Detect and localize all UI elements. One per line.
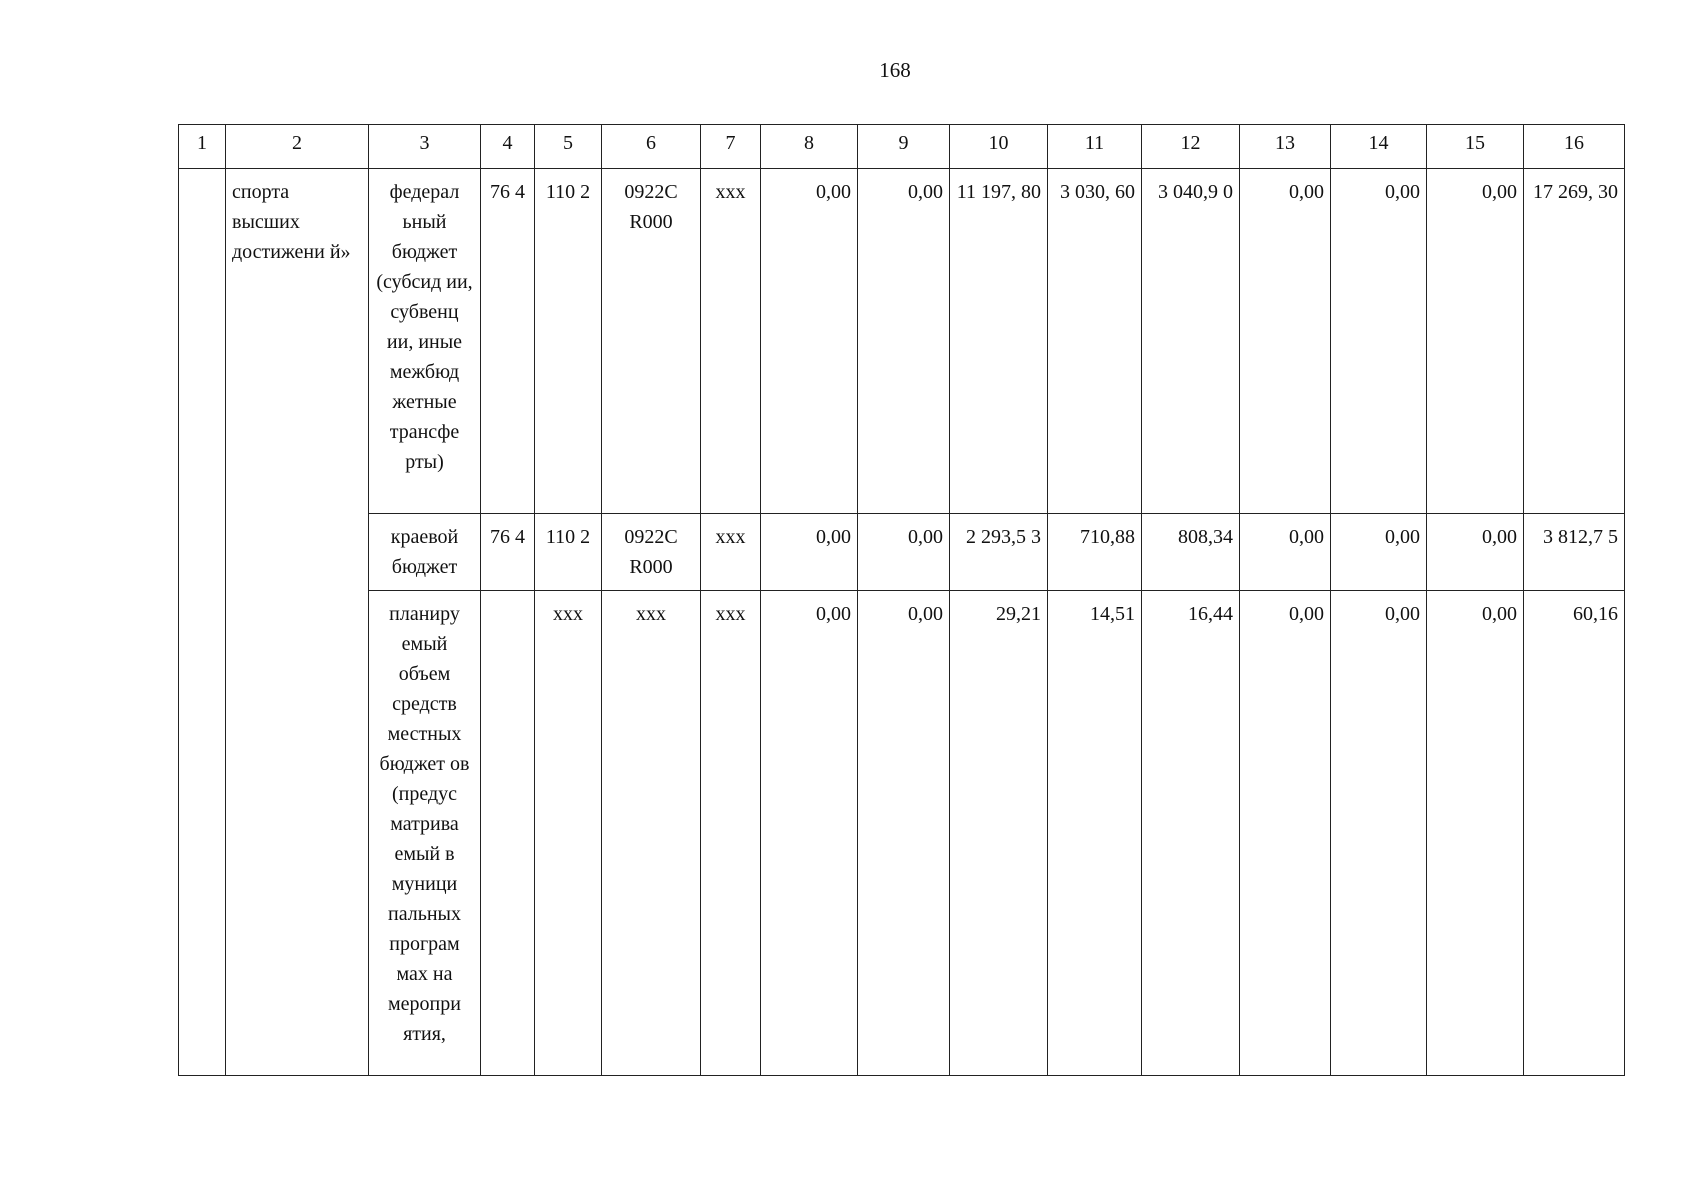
row-number-cell [179,169,226,1076]
value-cell: 0,00 [761,514,858,591]
value-cell: 0,00 [1427,514,1524,591]
value-cell: 14,51 [1048,591,1142,1076]
grbs-cell: 76 4 [481,169,535,514]
csr-cell: xxx [602,591,701,1076]
value-cell: 0,00 [1240,514,1331,591]
vr-cell: xxx [701,591,761,1076]
rzpr-cell: 110 2 [535,169,602,514]
grbs-cell [481,591,535,1076]
value-cell: 2 293,5 3 [950,514,1048,591]
value-cell: 0,00 [761,591,858,1076]
value-cell: 808,34 [1142,514,1240,591]
rzpr-cell: xxx [535,591,602,1076]
rzpr-cell: 110 2 [535,514,602,591]
header-cell: 10 [950,125,1048,169]
value-cell: 0,00 [1331,514,1427,591]
vr-cell: xxx [701,514,761,591]
budget-table [178,124,1625,1076]
csr-cell: 0922C R000 [602,514,701,591]
header-cell: 16 [1524,125,1625,169]
value-cell: 0,00 [1331,591,1427,1076]
value-cell: 710,88 [1048,514,1142,591]
header-cell: 5 [535,125,602,169]
total-cell: 60,16 [1524,591,1625,1076]
vr-cell: xxx [701,169,761,514]
total-cell: 3 812,7 5 [1524,514,1625,591]
header-cell: 12 [1142,125,1240,169]
value-cell: 16,44 [1142,591,1240,1076]
value-cell: 0,00 [1427,169,1524,514]
value-cell: 0,00 [1331,169,1427,514]
value-cell: 29,21 [950,591,1048,1076]
funding-source-cell: федерал ьный бюджет (субсид ии, субвенц ии, иные межбюд жетные трансфе рты) [369,169,481,514]
value-cell: 0,00 [858,591,950,1076]
header-cell: 11 [1048,125,1142,169]
funding-source-cell: краевой бюджет [369,514,481,591]
value-cell: 3 040,9 0 [1142,169,1240,514]
table-row [179,514,1625,591]
header-cell: 2 [226,125,369,169]
header-cell: 14 [1331,125,1427,169]
value-cell: 0,00 [858,514,950,591]
header-cell: 6 [602,125,701,169]
value-cell: 0,00 [1240,169,1331,514]
header-cell: 9 [858,125,950,169]
program-name-cell: спорта высших достижени й» [226,169,369,1076]
header-cell: 13 [1240,125,1331,169]
header-cell: 1 [179,125,226,169]
funding-source-cell: планиру емый объем средств местных бюджет ов (предус матрива емый в муници пальных програм мах на меропри ятия, [369,591,481,1076]
value-cell: 11 197, 80 [950,169,1048,514]
csr-cell: 0922C R000 [602,169,701,514]
page-number: 168 [879,58,911,82]
value-cell: 3 030, 60 [1048,169,1142,514]
value-cell: 0,00 [1240,591,1331,1076]
total-cell: 17 269, 30 [1524,169,1625,514]
grbs-cell: 76 4 [481,514,535,591]
value-cell: 0,00 [761,169,858,514]
header-cell: 8 [761,125,858,169]
header-cell: 3 [369,125,481,169]
value-cell: 0,00 [858,169,950,514]
value-cell: 0,00 [1427,591,1524,1076]
table-row [179,169,1625,514]
header-row [179,125,1625,169]
header-cell: 15 [1427,125,1524,169]
table-row [179,591,1625,1076]
header-cell: 4 [481,125,535,169]
header-cell: 7 [701,125,761,169]
